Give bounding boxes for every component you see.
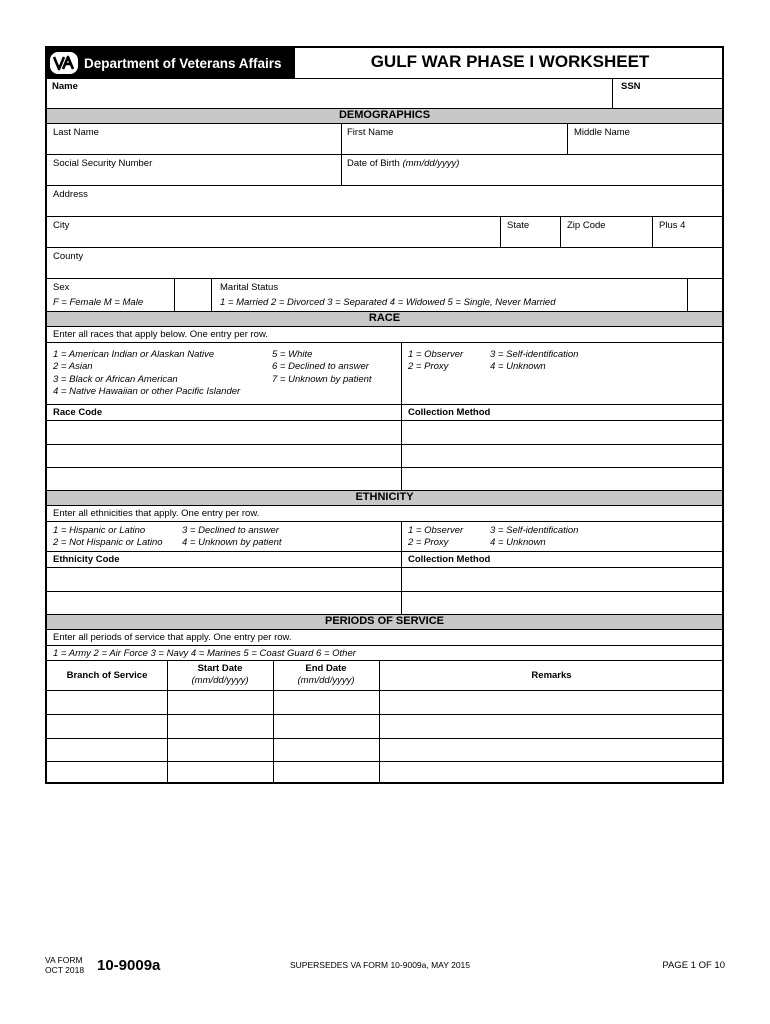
ethnicity-method-row2[interactable] (404, 593, 722, 613)
service-end-row3[interactable] (275, 740, 377, 761)
form-footer (45, 955, 725, 985)
ssn-demo-label: Social Security Number (53, 158, 153, 169)
race-method-row3[interactable] (404, 469, 722, 489)
race-method-3: 3 = Self-identification (490, 349, 579, 360)
race-code-header: Race Code (53, 407, 103, 418)
race-code-5: 5 = White (272, 349, 313, 360)
service-heading: PERIODS OF SERVICE (47, 614, 722, 630)
race-method-header: Collection Method (408, 407, 491, 418)
sex-label: Sex (53, 282, 70, 293)
race-code-4: 4 = Native Hawaiian or other Pacific Islander (53, 386, 241, 398)
plus4-field[interactable] (655, 232, 720, 246)
service-start-row1[interactable] (169, 692, 271, 713)
ethnicity-method-1: 1 = Observer (408, 525, 464, 536)
ethnicity-code-1: 1 = Hispanic or Latino (53, 525, 146, 536)
state-label: State (507, 220, 530, 231)
service-remarks-row4[interactable] (381, 763, 722, 783)
dob-format: (mm/dd/yyyy) (402, 158, 460, 169)
service-branch-row3[interactable] (49, 740, 165, 761)
ethnicity-code-header: Ethnicity Code (53, 554, 120, 565)
marital-options: 1 = Married 2 = Divorced 3 = Separated 4 = Widowed 5 = Single, Never Married (220, 297, 556, 308)
plus4-label: Plus 4 (659, 220, 686, 231)
dob-label (347, 158, 459, 169)
race-methods-col1 (408, 349, 463, 374)
name-label: Name (52, 81, 78, 92)
service-remarks-row2[interactable] (381, 716, 722, 737)
col-end-format: (mm/dd/yyyy) (297, 675, 355, 686)
race-code-6: 6 = Declined to answer (272, 361, 369, 373)
service-end-row2[interactable] (275, 716, 377, 737)
col-start-header (167, 663, 273, 687)
service-branches: 1 = Army 2 = Air Force 3 = Navy 4 = Marines 5 = Coast Guard 6 = Other (53, 648, 356, 659)
va-seal-icon (49, 51, 79, 75)
service-branch-row2[interactable] (49, 716, 165, 737)
city-label: City (53, 220, 70, 231)
ethnicity-code-4: 4 = Unknown by patient (182, 537, 282, 549)
service-branch-row1[interactable] (49, 692, 165, 713)
ethnicity-heading: ETHNICITY (47, 490, 722, 506)
race-instruction: Enter all races that apply below. One entry per row. (53, 329, 268, 340)
ethnicity-method-header: Collection Method (408, 554, 491, 565)
footer-supersedes: SUPERSEDES VA FORM 10-9009a, MAY 2015 (290, 960, 470, 970)
ethnicity-methods-col1 (408, 525, 463, 550)
marital-status-label: Marital Status (220, 282, 279, 293)
name-field[interactable] (87, 92, 607, 106)
dob-text: Date of Birth (347, 158, 400, 169)
zip-field[interactable] (563, 232, 649, 246)
sex-field[interactable] (176, 282, 209, 308)
ethnicity-code-row1[interactable] (49, 569, 399, 589)
zip-label: Zip Code (567, 220, 606, 231)
county-field[interactable] (50, 263, 720, 277)
service-end-row4[interactable] (275, 763, 377, 783)
footer-page-number: PAGE 1 OF 10 (662, 960, 725, 971)
race-codes-col2 (272, 349, 372, 386)
race-code-row1[interactable] (49, 422, 399, 442)
county-label: County (53, 251, 84, 262)
service-start-row4[interactable] (169, 763, 271, 783)
service-branch-row4[interactable] (49, 763, 165, 783)
footer-form-label: VA FORM (45, 955, 83, 965)
service-instruction: Enter all periods of service that apply. One entry per row. (53, 632, 292, 643)
va-logo-banner (47, 48, 295, 78)
worksheet-form (45, 46, 724, 784)
race-code-7: 7 = Unknown by patient (272, 373, 372, 385)
race-method-2: 2 = Proxy (408, 361, 449, 373)
state-field[interactable] (503, 232, 558, 246)
race-codes-col1 (53, 349, 240, 399)
last-name-label: Last Name (53, 127, 99, 138)
sex-options: F = Female M = Male (53, 297, 144, 308)
service-remarks-row1[interactable] (381, 692, 722, 713)
ethnicity-instruction: Enter all ethnicities that apply. One entry per row. (53, 508, 260, 519)
col-start-format: (mm/dd/yyyy) (191, 675, 249, 686)
middle-name-field[interactable] (570, 140, 720, 154)
ethnicity-method-row1[interactable] (404, 569, 722, 589)
last-name-field[interactable] (50, 140, 338, 154)
race-code-row2[interactable] (49, 446, 399, 466)
race-heading: RACE (47, 311, 722, 327)
ssn-field[interactable] (615, 92, 715, 106)
race-code-3: 3 = Black or African American (53, 373, 178, 385)
service-start-row2[interactable] (169, 716, 271, 737)
ssn-label: SSN (621, 81, 641, 92)
footer-form-number: 10-9009a (97, 957, 161, 974)
col-end-header (273, 663, 379, 687)
service-end-row1[interactable] (275, 692, 377, 713)
service-remarks-row3[interactable] (381, 740, 722, 761)
footer-form-date: OCT 2018 (45, 965, 85, 975)
address-label: Address (53, 189, 88, 200)
social-security-field[interactable] (50, 170, 338, 184)
race-method-row1[interactable] (404, 422, 722, 442)
race-code-1: 1 = American Indian or Alaskan Native (53, 349, 215, 360)
agency-name: Department of Veterans Affairs (84, 56, 282, 71)
dob-field[interactable] (344, 170, 720, 184)
race-code-2: 2 = Asian (53, 361, 93, 373)
ethnicity-method-4: 4 = Unknown (490, 537, 546, 549)
marital-status-field[interactable] (689, 282, 722, 308)
ethnicity-code-3: 3 = Declined to answer (182, 525, 279, 536)
ethnicity-method-3: 3 = Self-identification (490, 525, 579, 536)
col-branch-header: Branch of Service (66, 670, 148, 681)
city-field[interactable] (50, 232, 496, 246)
race-methods-col2 (490, 349, 578, 374)
col-remarks-header: Remarks (531, 670, 572, 681)
address-field[interactable] (50, 201, 720, 215)
race-code-row3[interactable] (49, 469, 399, 489)
service-start-row3[interactable] (169, 740, 271, 761)
col-start-title: Start Date (197, 663, 243, 674)
ethnicity-codes-col2 (182, 525, 282, 550)
col-end-title: End Date (305, 663, 347, 674)
middle-name-label: Middle Name (574, 127, 630, 138)
first-name-label: First Name (347, 127, 394, 138)
first-name-field[interactable] (344, 140, 564, 154)
demographics-heading: DEMOGRAPHICS (47, 108, 722, 124)
ethnicity-method-2: 2 = Proxy (408, 537, 449, 549)
race-method-4: 4 = Unknown (490, 361, 546, 373)
ethnicity-codes-col1 (53, 525, 163, 550)
ethnicity-methods-col2 (490, 525, 578, 550)
race-method-row2[interactable] (404, 446, 722, 466)
race-method-1: 1 = Observer (408, 349, 464, 360)
ethnicity-code-row2[interactable] (49, 593, 399, 613)
form-title: GULF WAR PHASE I WORKSHEET (370, 52, 650, 71)
ethnicity-code-2: 2 = Not Hispanic or Latino (53, 537, 163, 549)
